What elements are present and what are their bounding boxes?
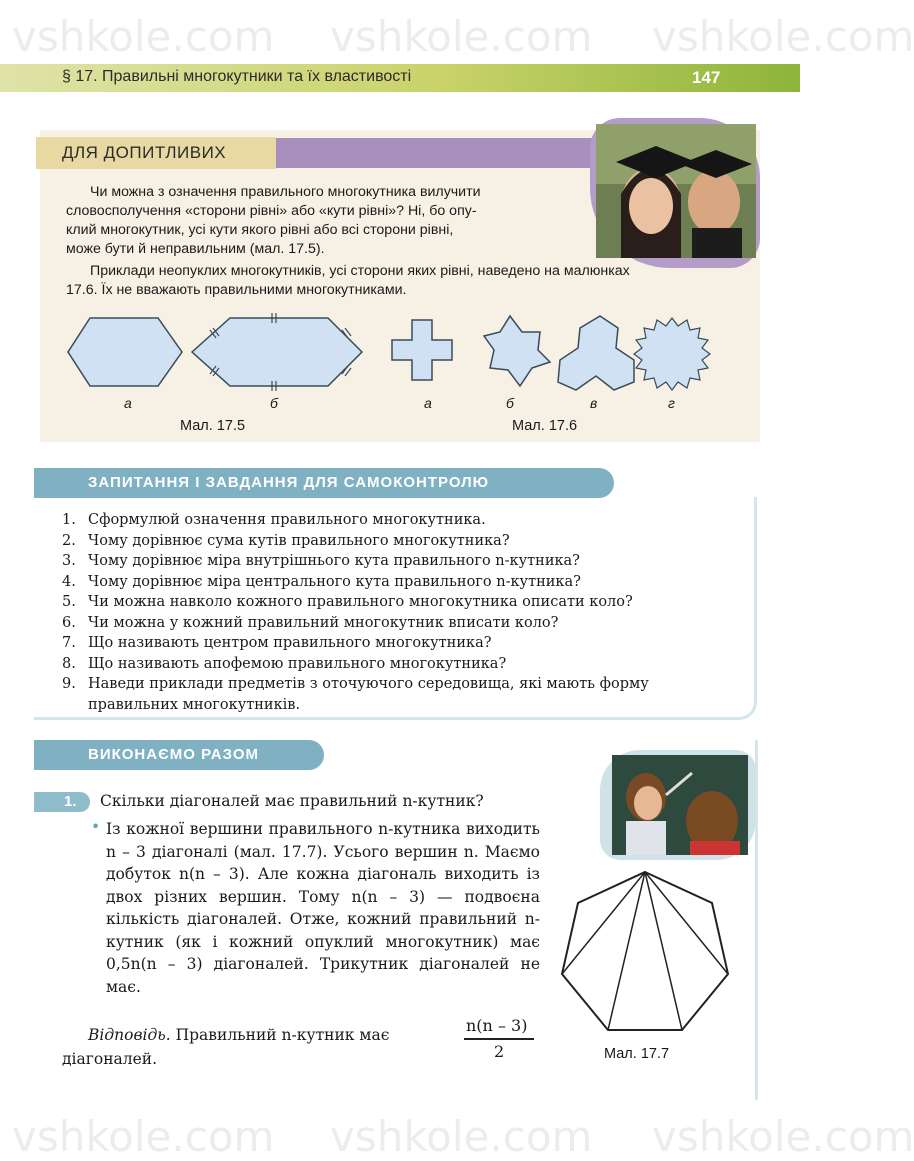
answer-line: [88, 1026, 389, 1044]
question-text: правильних многокутників.: [88, 696, 301, 713]
question-number: 7.: [62, 635, 76, 651]
watermark: vshkole.com: [330, 12, 593, 61]
heptagon: [562, 872, 728, 1030]
cross-polygon: [392, 320, 452, 380]
question-text: Що називають апофемою правильного многокутника?: [88, 655, 507, 672]
question-number: 8.: [62, 655, 76, 672]
list-item: [62, 613, 649, 634]
control-question-list: [62, 510, 649, 715]
star-polygon: [484, 316, 550, 386]
curious-paragraph-1-line-3: клий многокутник, усі кути якого рівні або всі сторони рівні,: [66, 222, 454, 238]
answer-text: Правильний n-кутник має: [175, 1026, 390, 1044]
serrated-polygon: [634, 318, 710, 390]
watermark: vshkole.com: [652, 1112, 914, 1161]
question-text: Наведи приклади предметів з оточуючого середовища, які мають форму: [88, 676, 649, 692]
question-text: Сформулюй означення правильного многокутника.: [88, 512, 486, 528]
watermark: vshkole.com: [652, 12, 914, 61]
watermark: vshkole.com: [12, 12, 275, 61]
curious-paragraph-1-line-4: може бути й неправильним (мал. 17.5).: [66, 241, 325, 257]
watermark: vshkole.com: [330, 1112, 593, 1161]
question-number: [62, 695, 88, 716]
fraction-denominator: 2: [494, 1042, 505, 1061]
question-text: Що називають центром правильного многокутника?: [88, 635, 492, 651]
figure-label-b: б: [270, 395, 278, 411]
figures-17-5-17-6: [60, 306, 740, 398]
bullet: •: [91, 818, 101, 836]
figure-label-v: в: [590, 395, 598, 411]
question-text: Чому дорівнює міра центрального кута правильного n-кутника?: [88, 573, 581, 590]
question-number: 6.: [62, 614, 76, 631]
figure-17-7-heptagon: [558, 868, 738, 1038]
list-item: [62, 510, 649, 531]
task-question: Скільки діагоналей має правильний n-кутник?: [100, 792, 484, 810]
question-number: 4.: [62, 573, 76, 590]
answer-label: Відповідь.: [88, 1026, 171, 1044]
list-item: [62, 572, 649, 593]
classroom-photo: [612, 755, 748, 855]
list-item: [62, 674, 649, 695]
hexagon-equiangular: [68, 318, 182, 386]
question-number: 5.: [62, 594, 76, 610]
watermark: vshkole.com: [12, 1112, 275, 1161]
question-number: 3.: [62, 553, 76, 569]
answer-end: діагоналей.: [62, 1050, 158, 1068]
hexagon-equilateral: [192, 318, 362, 386]
curious-paragraph-2-line-1: Приклади неопуклих многокутників, усі сторони яких рівні, наведено на малюнках: [90, 263, 630, 279]
figure-caption-17-5: Мал. 17.5: [180, 418, 246, 434]
figure-label-a: а: [124, 395, 132, 411]
question-number: 1.: [62, 512, 76, 528]
section-title: § 17. Правильні многокутники та їх властивості: [62, 68, 412, 85]
fraction-numerator: n(n – 3): [466, 1016, 528, 1035]
figure-caption-17-6: Мал. 17.6: [512, 418, 578, 434]
list-item: [62, 695, 649, 716]
list-item: [62, 633, 649, 654]
curious-paragraph-1-line-2: словосполучення «сторони рівні» або «кути рівні»? Ні, бо опу-: [66, 203, 477, 219]
fraction-bar: [464, 1038, 534, 1040]
curious-paragraph-1-line-1: Чи можна з означення правильного многокутника вилучити: [90, 184, 481, 200]
list-item: [62, 531, 649, 552]
figure-label-g: г: [668, 395, 675, 411]
question-text: Чому дорівнює сума кутів правильного многокутника?: [88, 532, 510, 549]
curious-paragraph-2-line-2: 17.6. Їх не вважають правильними многокутниками.: [66, 282, 407, 298]
list-item: [62, 551, 649, 572]
question-text: Чи можна навколо кожного правильного многокутника описати коло?: [88, 594, 633, 610]
figure-caption-17-7: Мал. 17.7: [604, 1046, 670, 1062]
task-solution: Із кожної вершини правильного n-кутника виходить n – 3 діагоналі (мал. 17.7). Усього вершин n. Маємо добуток n(n – 3). Але кожна діагональ виходить із двох різних вершин. Тому n(n – 3) — подвоєна кількість діагоналей. Отже, кожний правильний n-кутник (як і кожний опуклий многокутник) має 0,5n(n – 3) діагоналей. Трикутник діагоналей не має.: [106, 820, 540, 996]
task-number: 1.: [64, 793, 77, 810]
trilobe-polygon: [558, 316, 634, 390]
figure-label-b: б: [506, 395, 514, 411]
question-number: 9.: [62, 676, 76, 692]
list-item: [62, 592, 649, 613]
curious-title: ДЛЯ ДОПИТЛИВИХ: [62, 143, 227, 162]
question-text: Чому дорівнює міра внутрішнього кута правильного n-кутника?: [88, 553, 580, 569]
question-number: 2.: [62, 532, 76, 549]
question-text: Чи можна у кожний правильний многокутник вписати коло?: [88, 614, 559, 631]
control-section-title: ЗАПИТАННЯ І ЗАВДАННЯ ДЛЯ САМОКОНТРОЛЮ: [88, 474, 490, 491]
task-number-badge: [34, 792, 90, 812]
together-section-title: ВИКОНАЄМО РАЗОМ: [88, 746, 259, 763]
list-item: [62, 654, 649, 675]
page-number: 147: [692, 68, 721, 87]
figure-label-a: а: [424, 395, 432, 411]
graduates-photo: [596, 124, 756, 258]
